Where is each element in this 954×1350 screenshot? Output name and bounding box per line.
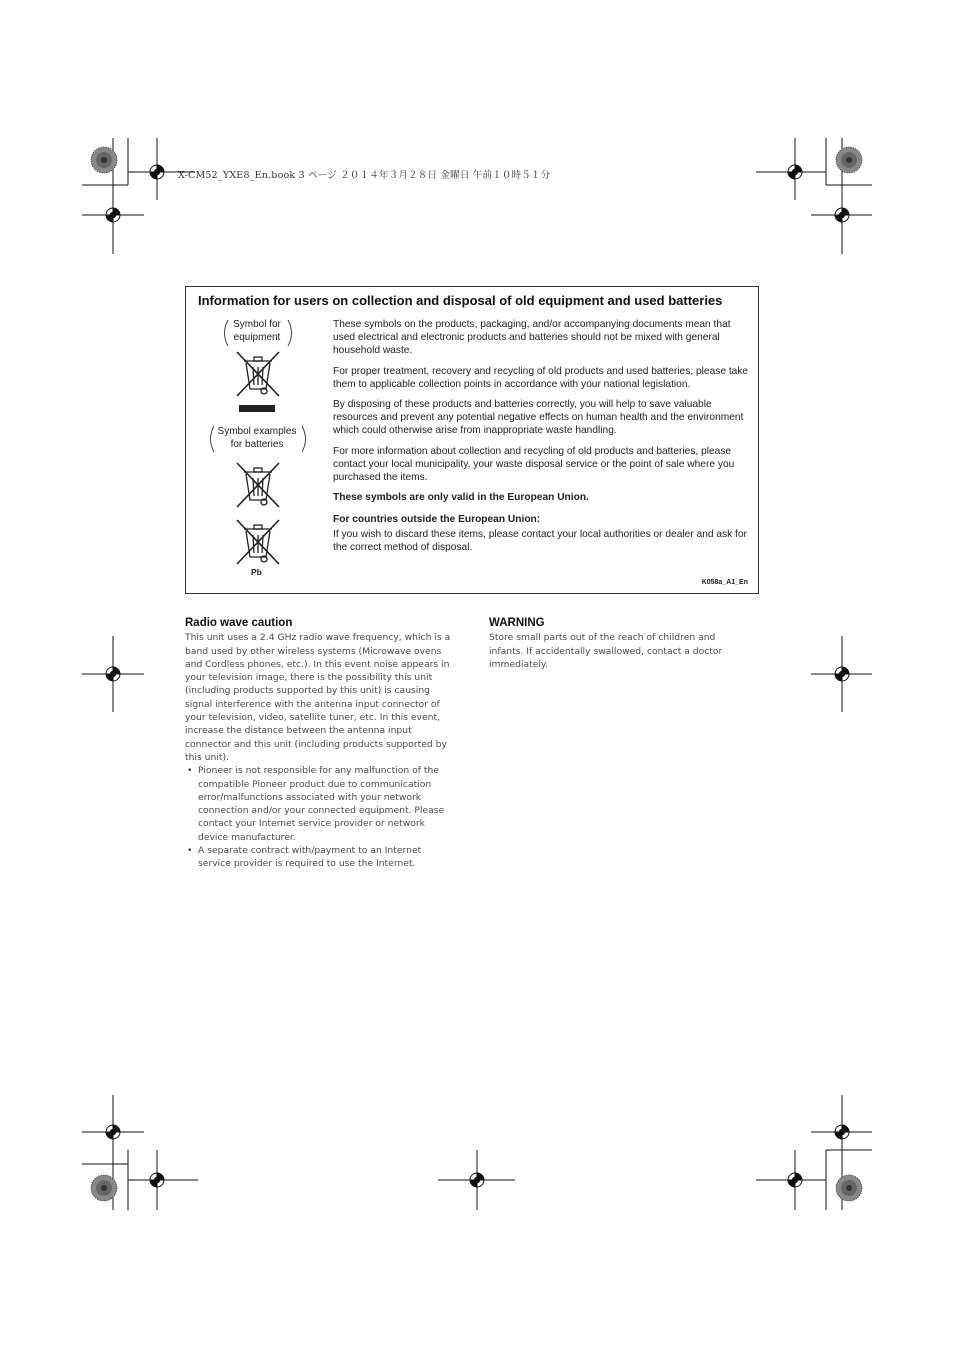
weee-paragraph: These symbols on the products, packaging, and/or accompanying documents mean that used electrical and electronic products and batteries should not be mixed with general household waste. xyxy=(333,319,731,357)
list-item: • A separate contract with/payment to an Internet service provider is required to use the Internet. xyxy=(185,844,457,871)
weee-paragraph: For proper treatment, recovery and recycling of old products and used batteries, please take them to applicable collection points in accordance with your national legislation. xyxy=(333,365,749,390)
radio-wave-caution-section xyxy=(185,617,457,871)
radio-wave-caution-heading: Radio wave caution xyxy=(185,617,293,629)
symbol-column xyxy=(194,317,322,587)
symbol-batteries-label: Symbol examples for batteries xyxy=(217,426,297,450)
outside-eu-text: If you wish to discard these items, please contact your local authorities or dealer and ask for the correct method of disposal. xyxy=(333,528,747,553)
paren-right-icon xyxy=(286,319,296,347)
crossed-bin-battery-icon xyxy=(234,460,282,510)
book-header-line: X-CM52_YXE8_En.book 3 ページ ２０１４年３月２８日 金曜日 午前１０時５１分 xyxy=(178,170,551,181)
weee-paragraph: For more information about collection and recycling of old products and batteries, please contact your local municipality, your waste disposal service or the point of sale where you purchased the items. xyxy=(333,445,735,484)
radio-wave-caution-body: This unit uses a 2.4 GHz radio wave frequency, which is a band used by other wireless systems (Microwave ovens and Cordless phones, etc.). In this event noise appears in your television image, there is the possibility this unit (including products supported by this unit) is causing signal interference with the antenna input connector of your television, video, satellite tuner, etc. In this event, increase the distance between the antenna input connector and this unit (including products supported by this unit). xyxy=(185,632,451,763)
pb-label: Pb xyxy=(251,567,262,577)
warning-body: Store small parts out of the reach of children and infants. If accidentally swallowed, contact a doctor immediately. xyxy=(489,632,723,670)
equipment-bar-icon xyxy=(239,405,275,412)
paren-right-icon xyxy=(300,425,310,453)
weee-info-title: Information for users on collection and disposal of old equipment and used batteries xyxy=(198,293,723,308)
warning-heading: WARNING xyxy=(489,617,545,629)
weee-text-column xyxy=(333,318,753,561)
outside-eu-heading: For countries outside the European Union: xyxy=(333,514,541,526)
weee-info-box xyxy=(185,286,759,594)
warning-section xyxy=(489,617,751,671)
reference-code: K058a_A1_En xyxy=(701,579,748,586)
crossed-bin-battery-pb-icon xyxy=(234,517,282,567)
eu-only-note: These symbols are only valid in the European Union. xyxy=(333,492,589,504)
weee-paragraph: By disposing of these products and batteries correctly, you will help to save valuable resources and prevent any potential negative effects on human health and the environment which could otherwise arise from inappropriate waste handling. xyxy=(333,399,744,437)
list-item: • Pioneer is not responsible for any malfunction of the compatible Pioneer product due to communication error/malfunctions associated with your network connection and/or your connected equipment. Please contact your Internet service provider or network device manufacturer. xyxy=(185,764,457,844)
symbol-equipment-label: Symbol for equipment xyxy=(233,319,281,343)
radio-wave-bullets xyxy=(185,764,457,870)
crossed-bin-equipment-icon xyxy=(234,349,282,399)
